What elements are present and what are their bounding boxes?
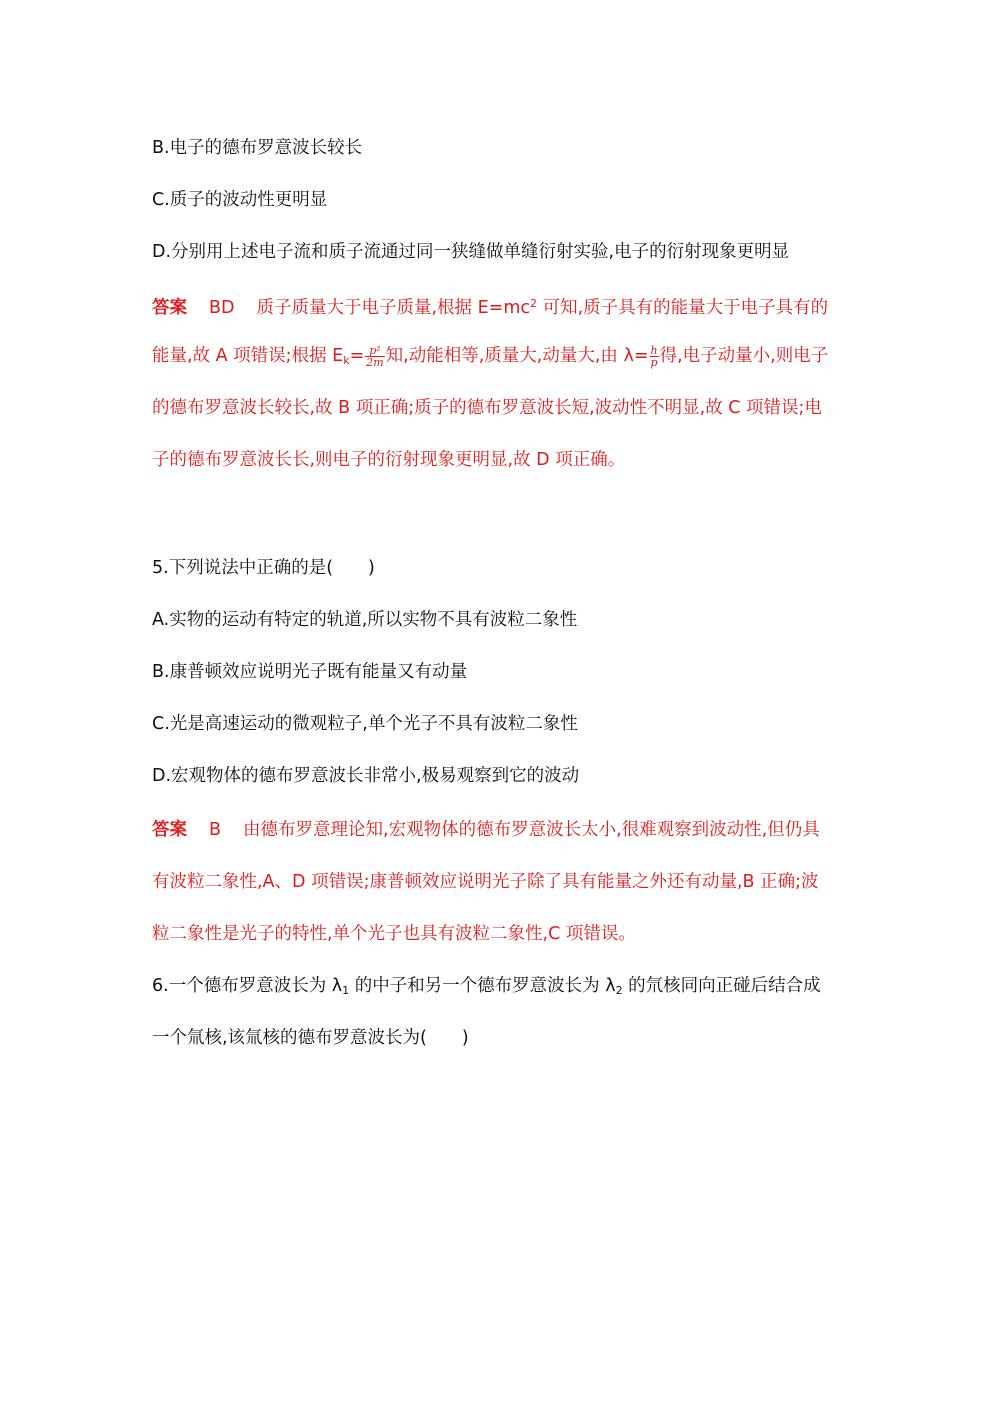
fraction-numerator: h [650, 343, 658, 357]
question-text: 6.一个德布罗意波长为 λ [152, 976, 343, 996]
fraction-kinetic-energy [365, 345, 384, 368]
q5-answer-line-2: 有波粒二象性,A、D 项错误;康普顿效应说明光子除了具有能量之外还有动量,B 正确;波 [152, 872, 819, 892]
q4-answer-line-3: 的德布罗意波长较长,故 B 项正确;质子的德布罗意波长短,波动性不明显,故 C 项错误;电 [152, 398, 822, 418]
q5-stem: 5.下列说法中正确的是( ) [152, 558, 375, 578]
q4-option-b: B.电子的德布罗意波长较长 [152, 138, 363, 158]
answer-text: 得,电子动量小,则电子 [659, 346, 829, 366]
answer-text: 可知,质子具有的能量大于电子具有的 [537, 298, 829, 318]
fraction-numerator: p² [365, 345, 384, 357]
answer-text: 知,动能相等,质量大,动量大,由 λ= [385, 346, 649, 366]
q4-answer-line-2 [152, 344, 828, 373]
fraction-denominator: 2m [366, 355, 384, 369]
answer-label: 答案 [152, 820, 187, 840]
q6-stem-line-1 [152, 974, 821, 1003]
question-text: 的中子和另一个德布罗意波长为 λ [349, 976, 616, 996]
answer-key: BD [209, 298, 235, 318]
answer-text: 质子质量大于电子质量,根据 E=mc [256, 298, 530, 318]
q4-option-d: D.分别用上述电子流和质子流通过同一狭缝做单缝衍射实验,电子的衍射现象更明显 [152, 242, 790, 262]
q6-stem-line-2: 一个氚核,该氚核的德布罗意波长为( ) [152, 1028, 469, 1048]
subscript: 1 [342, 984, 350, 997]
q5-option-a: A.实物的运动有特定的轨道,所以实物不具有波粒二象性 [152, 610, 578, 630]
question-text: 的氘核同向正碰后结合成 [622, 976, 821, 996]
answer-key: B [209, 820, 222, 840]
subscript: k [343, 354, 350, 367]
q5-answer-line-1 [152, 818, 820, 842]
q4-answer-line-1 [152, 292, 828, 320]
q5-answer-line-3: 粒二象性是光子的特性,单个光子也具有波粒二象性,C 项错误。 [152, 924, 636, 944]
q5-option-c: C.光是高速运动的微观粒子,单个光子不具有波粒二象性 [152, 714, 578, 734]
q5-option-d: D.宏观物体的德布罗意波长非常小,极易观察到它的波动 [152, 766, 580, 786]
fraction-denominator: p [650, 355, 658, 369]
answer-text: 能量,故 A 项错误;根据 E [152, 346, 344, 366]
fraction-wavelength [650, 345, 659, 368]
q5-option-b: B.康普顿效应说明光子既有能量又有动量 [152, 662, 468, 682]
answer-text: 由德布罗意理论知,宏观物体的德布罗意波长太小,很难观察到波动性,但仍具 [243, 820, 820, 840]
answer-text: = [349, 346, 365, 366]
q4-answer-line-4: 子的德布罗意波长长,则电子的衍射现象更明显,故 D 项正确。 [152, 450, 626, 470]
superscript: 2 [530, 297, 537, 310]
answer-label: 答案 [152, 298, 187, 318]
q4-option-c: C.质子的波动性更明显 [152, 190, 328, 210]
subscript: 2 [615, 984, 623, 997]
